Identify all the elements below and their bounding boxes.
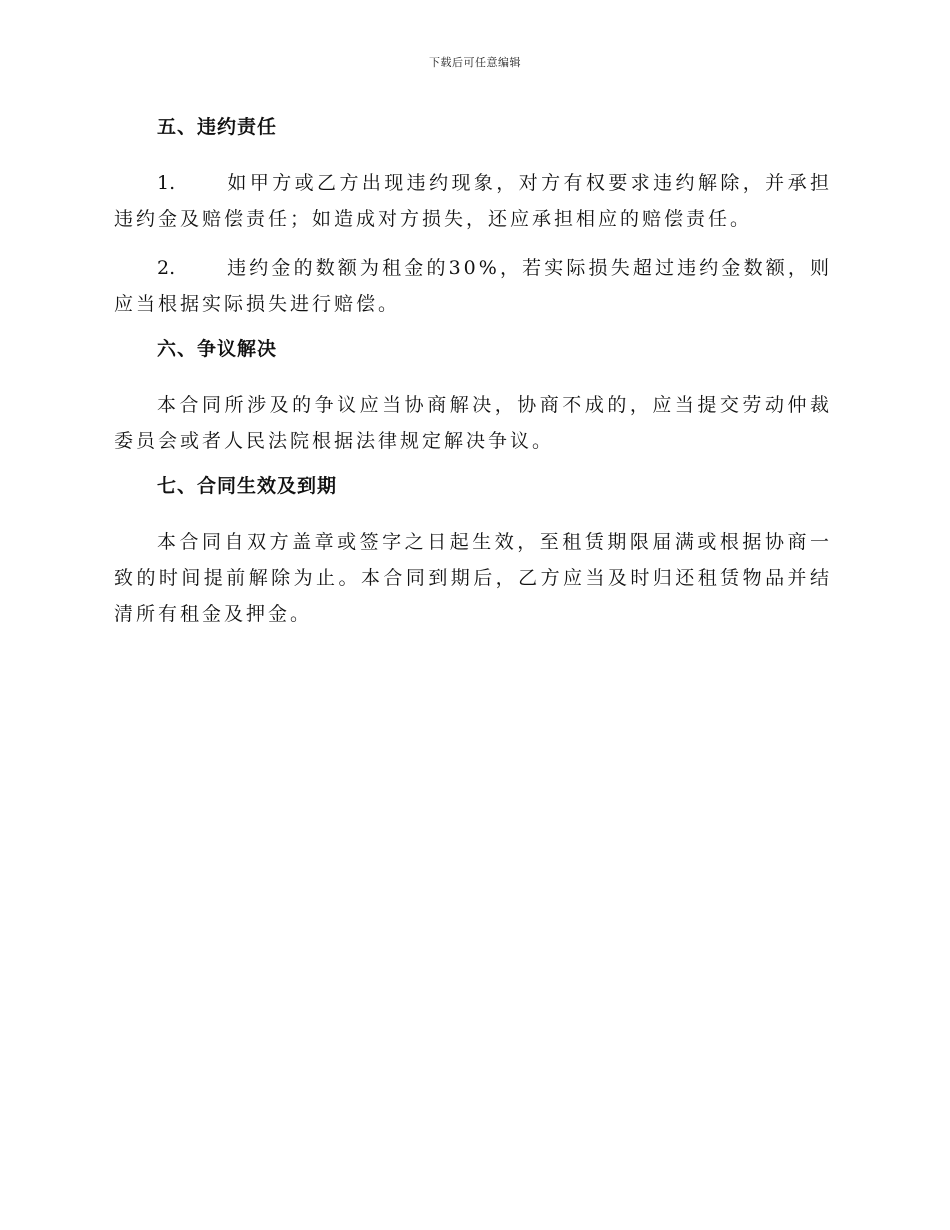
document-body bbox=[114, 113, 832, 632]
page-header-note: 下载后可任意编辑 bbox=[429, 56, 521, 69]
clause-text-2: 违约金的数额为租金的30%，若实际损失超过违约金数额，则应当根据实际损失进行赔偿。 bbox=[114, 257, 832, 315]
section-heading-effectiveness: 七、合同生效及到期 bbox=[157, 475, 338, 497]
section-heading-dispute: 六、争议解决 bbox=[157, 338, 278, 360]
effectiveness-paragraph: 本合同自双方盖章或签字之日起生效，至租赁期限届满或根据协商一致的时间提前解除为止。本合同到期后，乙方应当及时归还租赁物品并结清所有租金及押金。 bbox=[114, 531, 832, 625]
section-heading-breach: 五、违约责任 bbox=[157, 116, 278, 138]
clause-item-1 bbox=[114, 165, 832, 237]
clause-number-2: 2. bbox=[157, 257, 176, 279]
clause-number-1: 1. bbox=[157, 172, 176, 194]
dispute-paragraph: 本合同所涉及的争议应当协商解决，协商不成的，应当提交劳动仲裁委员会或者人民法院根据法律规定解决争议。 bbox=[114, 394, 832, 452]
clause-text-1: 如甲方或乙方出现违约现象，对方有权要求违约解除，并承担违约金及赔偿责任；如造成对方损失，还应承担相应的赔偿责任。 bbox=[114, 172, 832, 230]
clause-item-2 bbox=[114, 250, 832, 322]
